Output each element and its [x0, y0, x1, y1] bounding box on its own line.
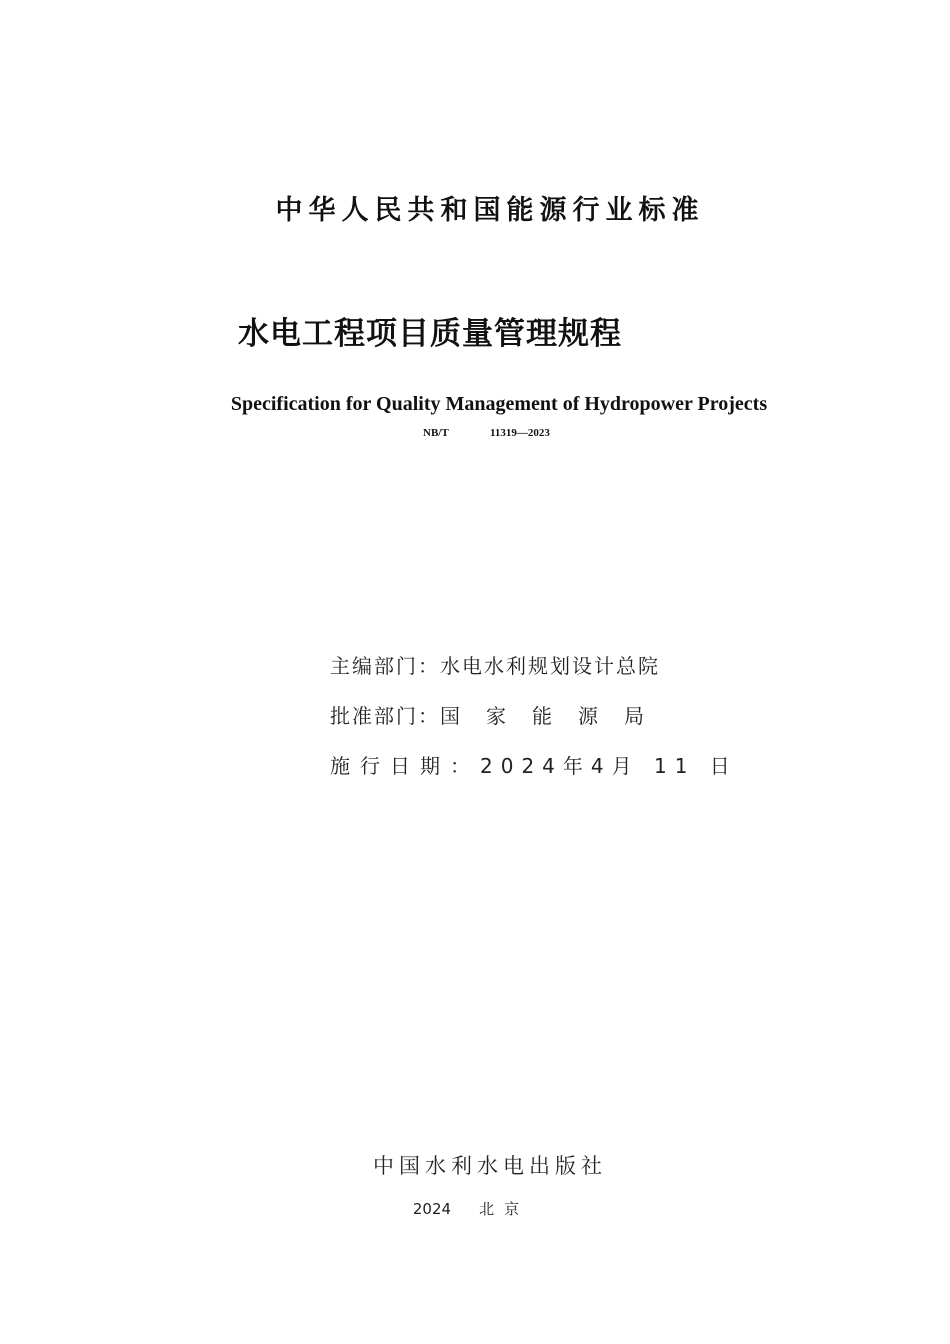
date-label: 施行日期：: [330, 754, 480, 778]
publication-place: [0, 1198, 950, 1219]
date-value: 2024年4月 11 日: [480, 754, 738, 778]
standard-code: NB/T: [423, 427, 449, 439]
approver-row: [330, 702, 670, 730]
publication-city: 北京: [479, 1200, 530, 1218]
standard-number-value: 11319—2023: [490, 427, 550, 439]
editor-label: 主编部门：: [330, 654, 440, 678]
date-row: [330, 752, 738, 780]
editor-row: [330, 652, 660, 680]
title-chinese: 水电工程项目质量管理规程: [238, 316, 622, 352]
publication-year: 2024: [412, 1200, 452, 1218]
editor-value: 水电水利规划设计总院: [440, 654, 660, 678]
title-english: Specification for Quality Management of Hydropower Projects: [230, 393, 768, 415]
standard-type: 中华人民共和国能源行业标准: [275, 195, 705, 226]
approver-label: 批准部门：: [330, 704, 440, 728]
approver-value: 国家能源局: [440, 704, 670, 728]
publisher-name: 中国水利水电出版社: [373, 1154, 607, 1178]
